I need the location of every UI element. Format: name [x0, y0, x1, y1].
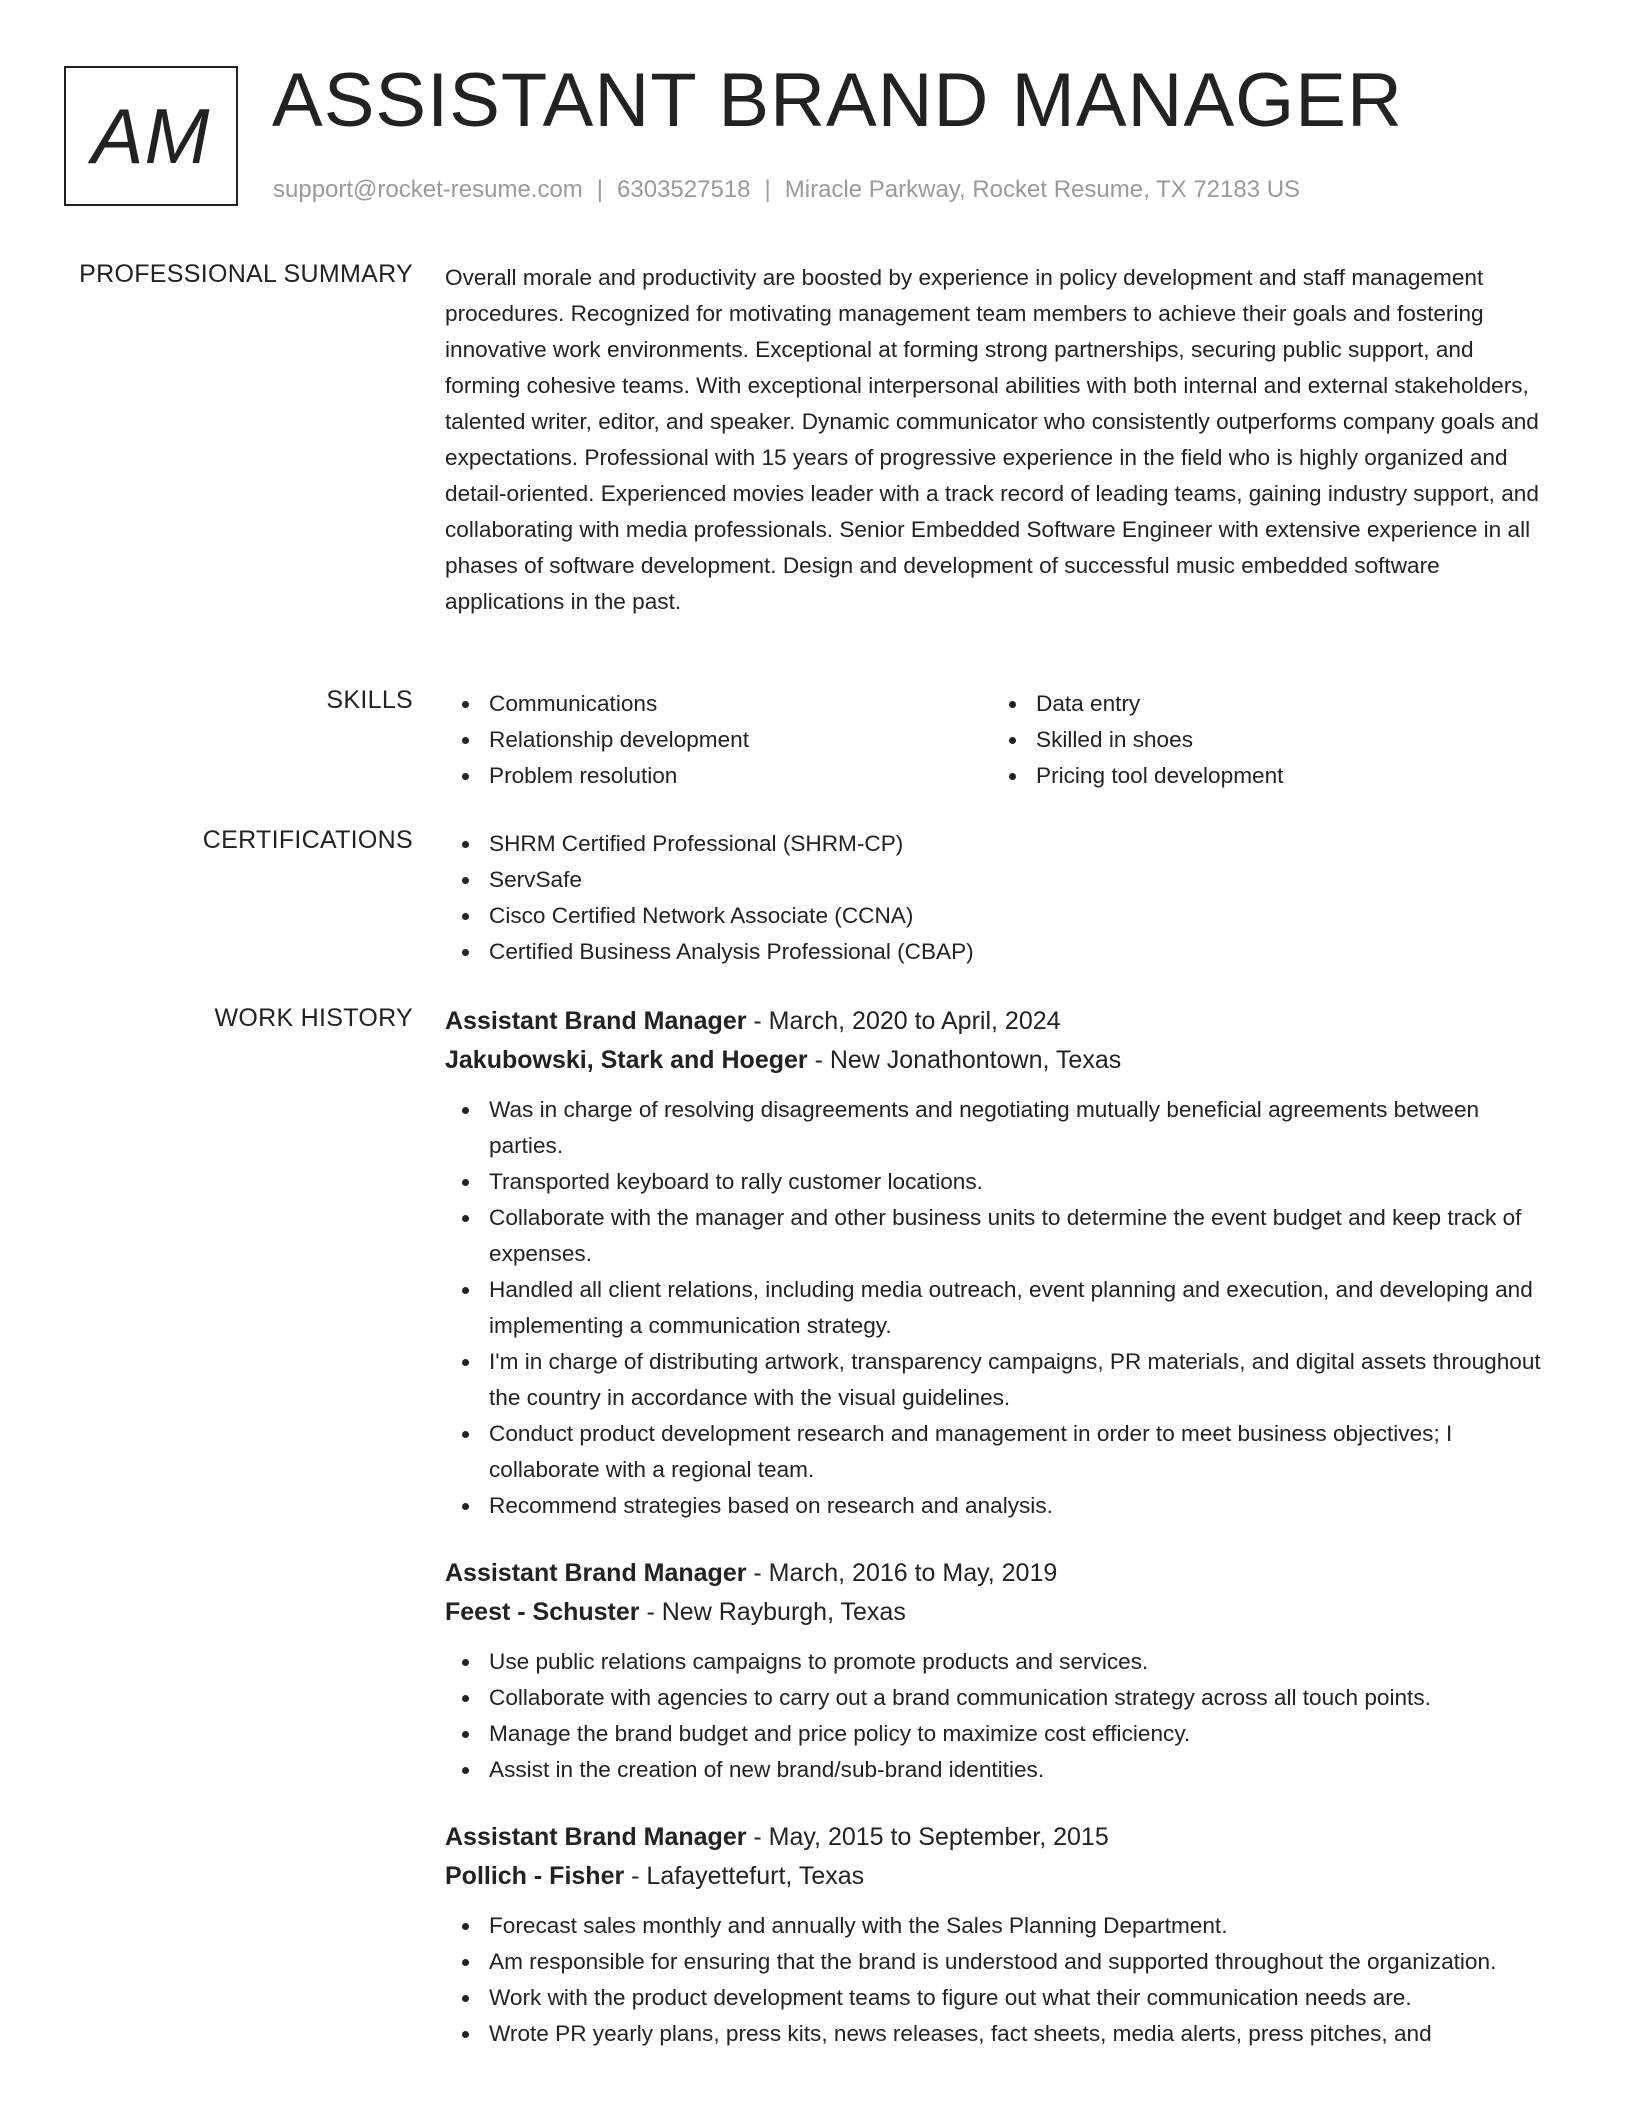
contact-address: Miracle Parkway, Rocket Resume, TX 72183 US: [784, 176, 1301, 203]
summary-text: Overall morale and productivity are boosted by experience in policy development and staff management procedures. Recognized for motivating management team members to achieve their goals and fostering innovative work environments. Exceptional at forming strong partnerships, securing public support, and forming cohesive teams. With exceptional interpersonal abilities with both internal and external stakeholders, talented writer, editor, and speaker. Dynamic communicator who consistently outperforms company goals and expectations. Professional with 15 years of progressive experience in the field who is highly organized and detail-oriented. Experienced movies leader with a track record of leading teams, gaining industry support, and collaborating with media professionals. Senior Embedded Software Engineer with extensive experience in all phases of software development. Design and development of successful music embedded software applications in the past.: [445, 265, 1539, 614]
skill-item: Skilled in shoes: [992, 722, 1539, 758]
job-title-line: [445, 1818, 1545, 1857]
job-entry: [445, 1554, 1545, 1788]
job-company: Feest - Schuster: [445, 1598, 640, 1626]
job-company-line: [445, 1593, 1545, 1632]
job-bullet: Manage the brand budget and price policy to maximize cost efficiency.: [445, 1716, 1545, 1752]
skill-item: Pricing tool development: [992, 758, 1539, 794]
job-bullet: Transported keyboard to rally customer locations.: [445, 1164, 1545, 1200]
job-bullet: I'm in charge of distributing artwork, transparency campaigns, PR materials, and digital assets throughout the country in accordance with the visual guidelines.: [445, 1344, 1545, 1416]
certification-item: Certified Business Analysis Professional (CBAP): [445, 934, 1545, 970]
certification-item: SHRM Certified Professional (SHRM-CP): [445, 826, 1545, 862]
job-bullet: Conduct product development research and management in order to meet business objectives; I collaborate with a regional team.: [445, 1416, 1545, 1488]
job-location: - New Rayburgh, Texas: [639, 1598, 906, 1626]
job-bullet: Forecast sales monthly and annually with the Sales Planning Department.: [445, 1908, 1545, 1944]
certification-item: ServSafe: [445, 862, 1545, 898]
job-entry: [445, 1818, 1545, 2052]
job-dates: - March, 2020 to April, 2024: [746, 1007, 1061, 1035]
skills-list-left: [445, 686, 992, 794]
job-bullet: Collaborate with agencies to carry out a brand communication strategy across all touch points.: [445, 1680, 1545, 1716]
job-title-line: [445, 1554, 1545, 1593]
job-dates: - March, 2016 to May, 2019: [746, 1559, 1058, 1587]
certification-item: Cisco Certified Network Associate (CCNA): [445, 898, 1545, 934]
section-label-work-history: WORK HISTORY: [214, 1004, 413, 1032]
section-label-skills: SKILLS: [326, 686, 413, 714]
job-bullet: Use public relations campaigns to promote products and services.: [445, 1644, 1545, 1680]
job-company-line: [445, 1857, 1545, 1896]
job-title: Assistant Brand Manager: [445, 1559, 747, 1587]
monogram-initials: AM: [91, 91, 211, 180]
skill-item: Data entry: [992, 686, 1539, 722]
job-bullets: [445, 1908, 1545, 2052]
job-bullet: Wrote PR yearly plans, press kits, news releases, fact sheets, media alerts, press pitches, and: [445, 2016, 1545, 2052]
skills-list-right: [992, 686, 1539, 794]
section-label-certifications: CERTIFICATIONS: [202, 826, 413, 854]
job-location: - Lafayettefurt, Texas: [624, 1862, 865, 1890]
job-dates: - May, 2015 to September, 2015: [746, 1823, 1109, 1851]
job-bullets: [445, 1092, 1545, 1524]
job-company: Pollich - Fisher: [445, 1862, 625, 1890]
skill-item: Problem resolution: [445, 758, 992, 794]
job-bullet: Assist in the creation of new brand/sub-brand identities.: [445, 1752, 1545, 1788]
job-entry: [445, 1002, 1545, 1524]
contact-phone[interactable]: 6303527518: [617, 176, 751, 203]
job-bullet: Handled all client relations, including media outreach, event planning and execution, and developing and implementing a communication strategy.: [445, 1272, 1545, 1344]
job-title: Assistant Brand Manager: [445, 1823, 747, 1851]
job-bullet: Am responsible for ensuring that the brand is understood and supported throughout the organization.: [445, 1944, 1545, 1980]
certifications-list: [445, 826, 1545, 970]
job-company: Jakubowski, Stark and Hoeger: [445, 1046, 808, 1074]
job-bullet: Was in charge of resolving disagreements and negotiating mutually beneficial agreements between parties.: [445, 1092, 1545, 1164]
job-bullet: Collaborate with the manager and other business units to determine the event budget and keep track of expenses.: [445, 1200, 1545, 1272]
contact-line: [273, 176, 1300, 204]
job-company-line: [445, 1041, 1545, 1080]
job-bullets: [445, 1644, 1545, 1788]
job-location: - New Jonathontown, Texas: [807, 1046, 1122, 1074]
job-title-line: [445, 1002, 1545, 1041]
section-label-summary: PROFESSIONAL SUMMARY: [79, 260, 413, 288]
skill-item: Relationship development: [445, 722, 992, 758]
resume-title: ASSISTANT BRAND MANAGER: [272, 58, 1403, 143]
job-bullet: Work with the product development teams to figure out what their communication needs are.: [445, 1980, 1545, 2016]
job-bullet: Recommend strategies based on research and analysis.: [445, 1488, 1545, 1524]
contact-separator: |: [764, 176, 771, 203]
skill-item: Communications: [445, 686, 992, 722]
contact-separator: |: [596, 176, 604, 203]
monogram-box: [64, 66, 238, 206]
contact-email[interactable]: support@rocket-resume.com: [273, 176, 583, 203]
job-title: Assistant Brand Manager: [445, 1007, 747, 1035]
